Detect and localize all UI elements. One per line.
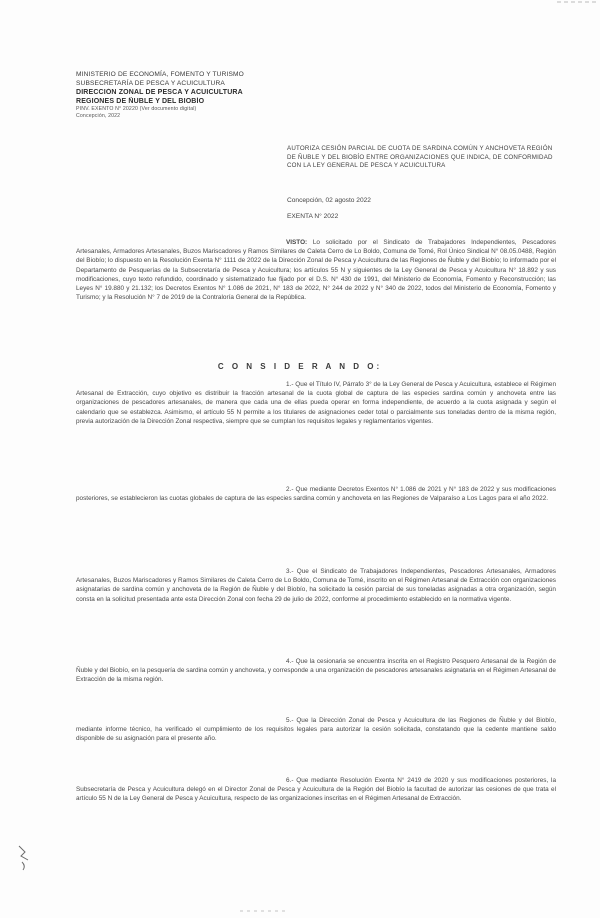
visto-label: VISTO: (286, 239, 308, 246)
header-direccion-zonal: DIRECCIÓN ZONAL DE PESCA Y ACUICULTURA (76, 89, 243, 96)
considerando-3 (76, 567, 556, 604)
document-subject: AUTORIZA CESIÓN PARCIAL DE CUOTA DE SARDINA COMÚN Y ANCHOVETA REGIÓN DE ÑUBLE Y DEL BIOBÍO ENTRE ORGANIZACIONES QUE INDICA, DE CONFORMIDAD CON LA LEY GENERAL DE PESCA Y ACUICULTURA (287, 145, 553, 170)
considerando-1-text: 1.- Que el Título IV, Párrafo 3° de la Ley General de Pesca y Acuicultura, establece el Régimen Artesanal de Extracción, cuyo objetivo es distribuir la fracción artesanal de la cuota global de captura de las especies sardina común y anchoveta entre las organizaciones de pescadores artesanales, de manera que cada una de ellas pueda operar en forma independiente, de acuerdo a la cuota asignada y según el calendario que se establezca. Asimismo, el artículo 55 N permite a los titulares de asignaciones ceder total o parcialmente sus toneladas dentro de la misma región, previa autorización de la Dirección Zonal respectiva, siempre que se cumplan los requisitos legales y reglamentarios vigentes. (76, 381, 556, 425)
header-regiones: REGIONES DE ÑUBLE Y DEL BIOBÍO (76, 98, 205, 105)
considerando-4-text: 4.- Que la cesionaria se encuentra inscrita en el Registro Pesquero Artesanal de la Región de Ñuble y del Biobío, en la pesquería de sardina común y anchoveta, y corresponde a una organización de pescadores artesanales asignataria en el Régimen Artesanal de Extracción de la misma región. (76, 658, 556, 684)
considerando-5 (76, 716, 556, 744)
header-subsecretaria: SUBSECRETARÍA DE PESCA Y ACUICULTURA (76, 80, 225, 87)
visto-section (76, 238, 556, 302)
considerando-1 (76, 380, 556, 426)
resolution-number: EXENTA N° 2022 (287, 213, 339, 220)
considerando-4 (76, 657, 556, 685)
visto-text: Lo solicitado por el Sindicato de Trabajadores Independientes, Pescadores Artesanales, Armadores Artesanales, Buzos Mariscadores y Ramos Similares de Caleta Cerro de Lo Boldo, Comuna de Tomé, Rol Único Sindical N° 08.05.0488, Región del Biobío; lo dispuesto en la Resolución Exenta N° 1111 de 2022 de la Dirección Zonal de Pesca y Acuicultura de las Regiones de Ñuble y del Biobío; lo informado por el Departamento de Pesquerías de la Subsecretaría de Pesca y Acuicultura; los artículos 55 N y siguientes de la Ley General de Pesca y Acuicultura N° 18.892 y sus modificaciones, cuyo texto refundido, coordinado y sistematizado fue fijado por el D.S. N° 430 de 1991, del Ministerio de Economía, Fomento y Reconstrucción; las Leyes N° 19.880 y 21.132; los Decretos Exentos N° 1.086 de 2021, N° 183 de 2022, N° 244 de 2022 y N° 340 de 2022, todos del Ministerio de Economía, Fomento y Turismo; y la Resolución N° 7 de 2019 de la Contraloría General de la República. (76, 239, 557, 302)
considerando-6-text: 6.- Que mediante Resolución Exenta N° 2419 de 2020 y sus modificaciones posteriores, la Subsecretaría de Pesca y Acuicultura delegó en el Director Zonal de Pesca y Acuicultura de la Región del Biobío la facultad de autorizar las cesiones de que trata el artículo 55 N de la Ley General de Pesca y Acuicultura, respecto de las organizaciones inscritas en el Régimen Artesanal de Extracción. (76, 777, 556, 803)
considerando-5-text: 5.- Que la Dirección Zonal de Pesca y Acuicultura de las Regiones de Ñuble y del Biobío, mediante informe técnico, ha verificado el cumplimiento de los requisitos legales para autorizar la cesión solicitada, constatando que la cedente mantiene saldo disponible de su asignación para el presente año. (76, 717, 556, 743)
footer-scan-mark (238, 908, 288, 914)
header-ministry: MINISTERIO DE ECONOMÍA, FOMENTO Y TURISMO (76, 71, 244, 78)
considerando-6 (76, 776, 556, 804)
place-and-date: Concepción, 02 agosto 2022 (287, 197, 371, 204)
considerando-title: C O N S I D E R A N D O: (217, 362, 383, 371)
considerando-2-text: 2.- Que mediante Decretos Exentos N° 1.086 de 2021 y N° 183 de 2022 y sus modificaciones posteriores, se establecieron las cuotas globales de captura de las especies sardina común y anchoveta en las Regiones de Valparaíso a Los Lagos para el año 2022. (76, 486, 556, 503)
handwritten-initials-mark (16, 842, 32, 872)
considerando-3-text: 3.- Que el Sindicato de Trabajadores Independientes, Pescadores Artesanales, Armadores Artesanales, Buzos Mariscadores y Ramos Similares de Caleta Cerro de Lo Boldo, Comuna de Tomé, inscrito en el Régimen Artesanal de Extracción con organizaciones asignatarias de sardina común y anchoveta de la Región de Ñuble y del Biobío, ha solicitado la cesión parcial de sus toneladas asignadas a otra organización, según consta en la solicitud presentada ante esta Dirección Zonal con fecha 29 de julio de 2022, conforme al procedimiento establecido en la normativa vigente. (76, 568, 556, 603)
header-reference-2: Concepción, 2022 (76, 113, 121, 119)
considerando-2 (76, 485, 556, 503)
scan-edge-mark (555, 0, 600, 4)
header-reference: PINV. EXENTO N° 20220 (Ver documento digital) (76, 106, 197, 112)
institution-header (76, 70, 316, 120)
